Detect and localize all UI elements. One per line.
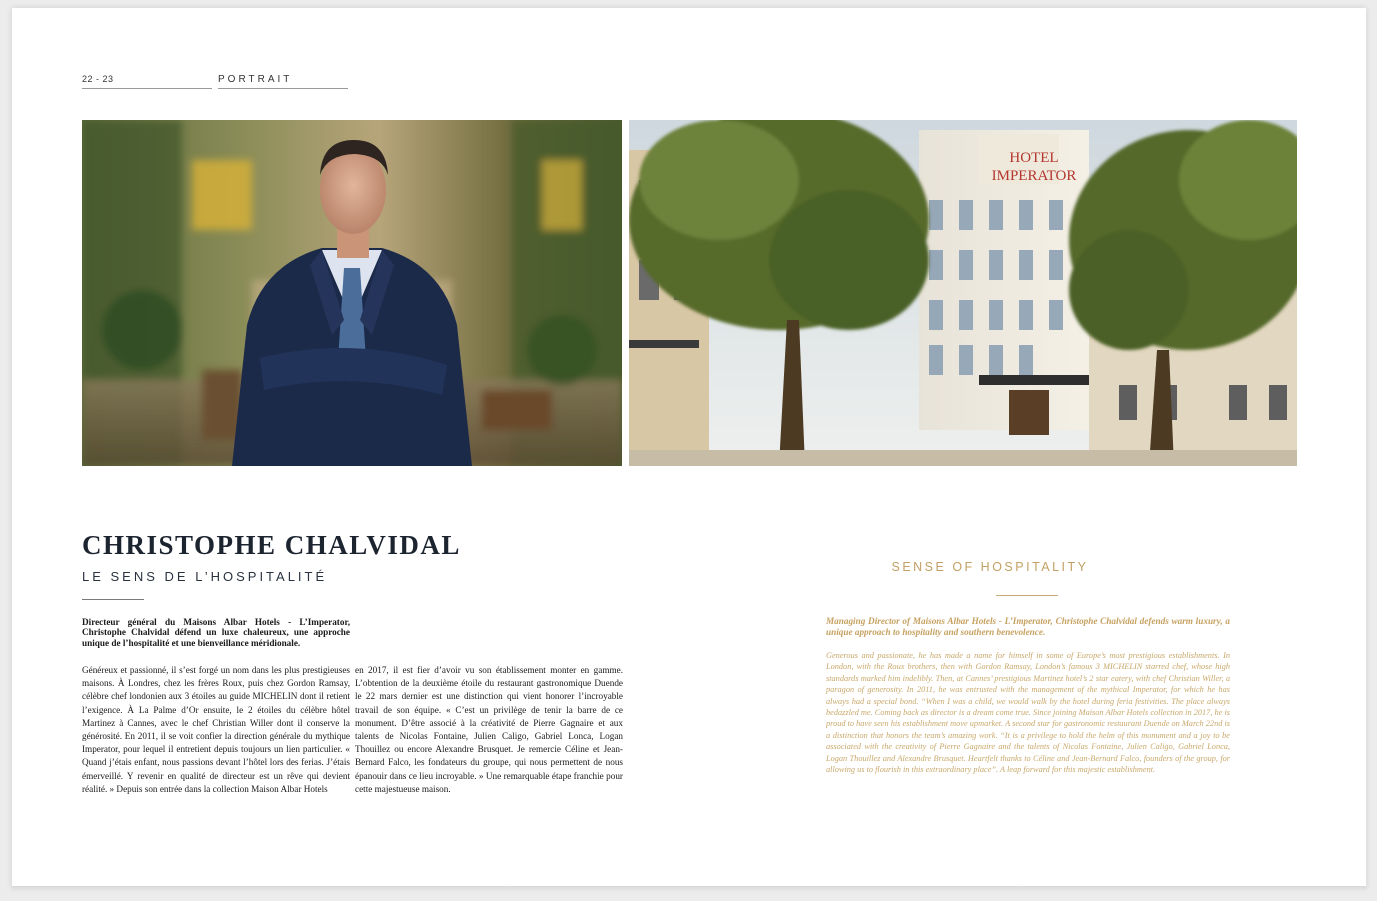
article-title: CHRISTOPHE CHALVIDAL: [82, 530, 461, 560]
article-intro: Directeur général du Maisons Albar Hotels - L’Imperator, Christophe Chalvidal défend un luxe chaleureux, une approche unique de l’hospitalité et une bienveillance méridionale.: [82, 617, 350, 648]
article-subtitle: LE SENS DE L’HOSPITALITÉ: [82, 569, 328, 584]
page-numbers: 22 - 23: [82, 74, 212, 89]
hotel-sign-line2: IMPERATOR: [991, 168, 1077, 184]
english-body: Generous and passionate, he has made a name for himself in some of Europe’s most prestigious establishments. In London, with the Roux brothers, then with Gordon Ramsay, London’s famous 3 MICHELIN starred chef, whose high standards marked him indelibly. Then, at Cannes’ prestigious Martinez hotel’s 2 star eatery, with chef Christian Willer, a paragon of generosity. In 2011, he was entrusted with the management of the mythical Imperator, for which he has always had a special bond. “When I was a child, we would walk by the hotel during feria festivities. The place always bedazzled me. Coming back as director is a dream come true. Since joining Maison Albar Hotels collection in 2017, he is proud to have seen his establishment move upmarket. A second star for gastronomic restaurant Duende on March 22nd is a distinction that honors the team’s amazing work. “It is a privilege to hold the helm of this monument and a joy to be associated with the creativity of Pierre Gagnaire and the talents of Nicolas Fontaine, Julien Caligo, Gabriel Lonca, Logan Thouillez and Alexandre Brusquet. Heartfelt thanks to Céline and Jean-Bernard Falco, founders of the group, for allowing us to flourish in this extraordinary place”. A leap forward for this majestic establishment.: [826, 651, 1230, 775]
english-heading: SENSE OF HOSPITALITY: [891, 560, 1089, 574]
hotel-sign-line1: HOTEL: [1009, 150, 1059, 166]
page-shadow: [12, 886, 1366, 892]
english-intro: Managing Director of Maisons Albar Hotels - L’Imperator, Christophe Chalvidal defends warm luxury, a unique approach to hospitality and southern benevolence.: [826, 616, 1230, 638]
hotel-photo: [629, 120, 1297, 466]
title-divider: [82, 599, 144, 600]
article-column-2: en 2017, il est fier d’avoir vu son établissement monter en gamme. L’obtention de la deuxième étoile du restaurant gastronomique Duende le 22 mars dernier est une distinction qui vient honorer l’incroyable travail de son équipe. « C’est un privilège de tenir la barre de ce monument. D’être associé à la créativité de Pierre Gagnaire et aux talents de Nicolas Fontaine, Julien Caligo, Gabriel Lonca, Logan Thouillez ou encore Alexandre Brusquet. Je remercie Céline et Jean-Bernard Falco, les fondateurs du groupe, qui nous permettent de nous épanouir dans ce lieu incroyable. » Une remarquable étape franchie pour cette majestueuse maison.: [355, 665, 623, 794]
section-label: PORTRAIT: [218, 74, 348, 89]
article-column-1: Généreux et passionné, il s’est forgé un nom dans les plus prestigieuses maisons. À Londres, chez les frères Roux, puis chez Gordon Ramsay, célèbre chef londonien aux 3 étoiles au guide MICHELIN dont il retient l’exigence. À La Palme d’Or ensuite, le 2 étoiles du célèbre hôtel Martinez à Cannes, avec le chef Christian Willer dont il conserve la générosité. En 2011, il se voit confier la direction générale du mythique Imperator, pour lequel il entretient depuis toujours un lien particulier. « Quand j’étais enfant, nous passions devant l’hôtel lors des ferias. J’étais émerveillé. Y revenir en qualité de directeur est un rêve qui devient réalité. » Depuis son entrée dans la collection Maison Albar Hotels: [82, 665, 350, 794]
english-divider: [996, 595, 1058, 596]
portrait-photo: [82, 120, 622, 466]
